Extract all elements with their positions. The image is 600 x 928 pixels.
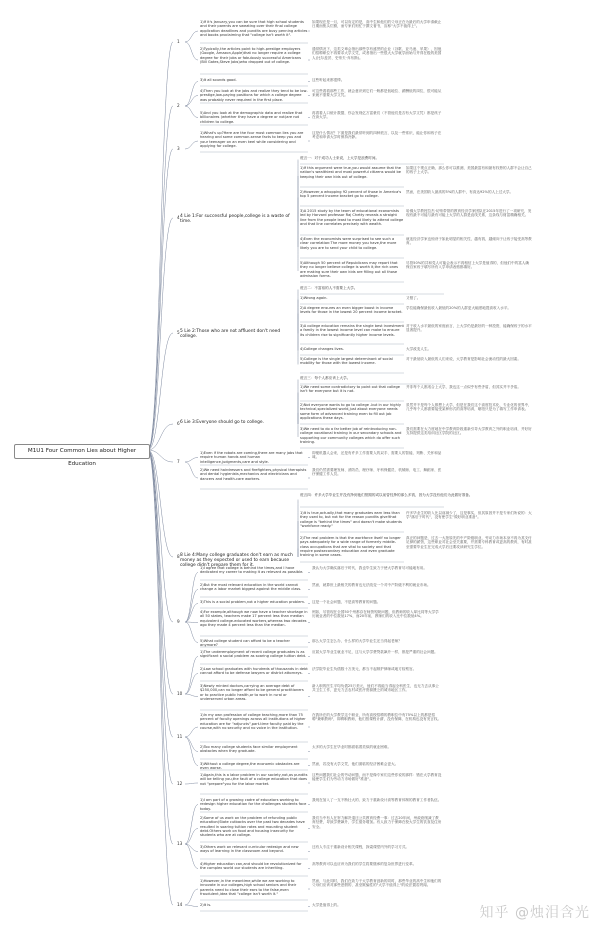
item-connector: [185, 462, 198, 478]
item-connector: [185, 622, 198, 623]
item-connector: [185, 905, 198, 907]
sentence-cn: 如果这个观点正确，那么你可以推测，美国最富有和最有权势的人群不会让自己的孩子上大学。: [406, 166, 532, 175]
item-connector: [185, 458, 198, 463]
sentence-en: 5)And you look at the demographic data and realize that billionaires (whether they have a degree or not)are not children to college.: [200, 111, 303, 124]
branch-number[interactable]: 9: [177, 619, 180, 624]
sentence-en: 3)This is a social problem,not a higher education problem.: [200, 600, 305, 604]
lie-heading[interactable]: 4 Lie 1:For successful people,college is a waste of time.: [180, 214, 290, 224]
branch-connector: [148, 450, 173, 784]
sentence-cn: 可这些看看那些工作，就会意识到它们一般都是低地位、薪酬低的岗位，很可能从来就不需要大学文凭。: [312, 89, 442, 98]
sentence-cn: 太多的大学生在毕业时都面临着类似的就业困难。: [312, 745, 392, 749]
sentence-cn: 我们需要在大力度地在中学教育阶段重新引导大学教育之外的职业培训，并好好支持提供这类培训社区学院的社区。: [406, 427, 532, 436]
sentence-en: 3)A 2015 study by the team of educational economists led by Harvard professor Raj Chetty reveals a straight line from the people least to most likely to attend college and that line correlates precisely with wealth.: [300, 209, 404, 226]
sentence-en: 1)However,in the meantime,while we are working to innovate in our colleges,high school seniors and their parents need to close their ears to the false,even fraudulent,idea that "college isn't worth it.": [200, 879, 297, 896]
branch-connector: [148, 149, 173, 450]
sentence-en: 2)Law school graduates with hundreds of thousands in debt cannot afford to be defense lawyers or district attorneys.: [200, 667, 308, 676]
sentence-cn: 大学是值得上的。: [312, 903, 341, 907]
sentence-cn: 然而，与此同时，我们在致力于大学教育创新的同时，那些毕业的高中生和他们的父母们应该对那些虚假的、甚至欺骗性的"大学不值得上"的说法置若罔闻。: [312, 879, 442, 888]
branch-number[interactable]: 14: [177, 902, 183, 907]
item-connector: [185, 783, 198, 784]
sentence-cn: 那么大学生怎么办，什么样的大学毕业生还当得起老师？: [312, 639, 402, 643]
sentence-en: 1)What's up?Here are the four most common lies you are hearing and some common-sense facts to keep you and your teenager on an even keel while considering and applying for college.: [200, 131, 304, 148]
item-connector: [185, 31, 198, 42]
sentence-en: 4)Higher education can,and should be revolutionized for the complex world our students are inheriting.: [200, 862, 302, 871]
lie-heading[interactable]: 5 Lie 2:Those who are not affluent don't need college.: [180, 329, 281, 339]
item-connector: [185, 737, 198, 752]
sentence-cn: 尽管50%的共和党人可能会表示不再相信上大学是值得的，但他们中的富人确保自家孩子填写所有入学申请表格都填好。: [406, 261, 529, 270]
item-connector: [185, 106, 198, 118]
item-connector: [185, 590, 198, 623]
sentence-cn: 并非每个人都适合上大学，我也这一点似乎有些矛盾，但其实并不矛盾。: [406, 385, 521, 389]
sentence-en: 2)We need hairdressers and firefighters,physical therapists and dental hygienists,mechanics and electricians and dancers and health-care workers.: [200, 468, 307, 481]
branch-connector: [148, 42, 173, 450]
sentence-en: 谎言一：对于成功人士来说，上大学是浪费时间。: [300, 156, 380, 160]
lie-heading[interactable]: 8 Lie 4:Many college graduates don't earn as much money as they expected or used to earn because college didn't prepare them for it.: [180, 553, 293, 568]
item-connector: [185, 573, 198, 623]
sentence-en: 1)Again,this is a labor problem in our society,not,as pundits will be telling you,the fault of a college education that does not "prepare"you for the labor market.: [200, 773, 308, 786]
branch-number[interactable]: 13: [177, 841, 183, 846]
item-connector: [185, 622, 198, 643]
sentence-cn: 应届大学毕业生就业不足，这与大学学费贷款飙升一样，都是严重的社会问题。: [312, 650, 438, 654]
sentence-cn: 再看看人口统计数据，你会发现亿万富豪们（不管他们是否有大学文凭）都是孩子在读大学。: [312, 111, 442, 120]
item-connector: [185, 889, 198, 905]
sentence-en: 1)If it's January,you can be sure that high school students and their parents are sweating over their final college application deadlines and pundits are busy penning articles and books proclaiming that "college isn't worth it".: [200, 20, 308, 37]
sentence-en: 5)College is the single largest determinant of social mobility for those with the lowest income.: [300, 357, 393, 366]
sentence-cn: 对于最低收入最低的人们来说，大学教育是影响社会流动性的最大因素。: [406, 357, 521, 361]
branch-number[interactable]: 7: [177, 459, 180, 464]
item-connector: [185, 96, 198, 107]
sentence-cn: 大学改变人生。: [406, 347, 432, 351]
branch-connector: [148, 450, 173, 844]
sentence-en: 1)Wrong again.: [300, 296, 328, 300]
sentence-cn: 还有人专注于重新设计相关课程，探索课堂内外的学习方式。: [312, 845, 410, 849]
sentence-cn: 这些问题我们社会的劳动问题，而不是像专家们这些你说的那样：错在大学教育没能使学生们为劳动力市场做好"准备"。: [312, 773, 442, 782]
branch-number[interactable]: 11: [177, 734, 183, 739]
sentence-en: 1)We need some contradictory to point out that college isn't for everyone but it is not.: [300, 385, 400, 394]
sentence-en: 2)Typically,the articles point to high-prestige employers (Google, Amazon,Apple)that no longer require a college degree for their jobs or fabulously successful Americans (Bill Gates,Steve Jobs)who dropped out of college.: [200, 47, 302, 64]
branch-number[interactable]: 3: [177, 146, 180, 151]
branch-connector: [148, 106, 173, 450]
sentence-cn: 对于收入水平最低的家庭而言，上大学仍是最好的一种投资，能确保孩子的水平显著提升。: [406, 324, 532, 333]
sentence-en: 1)The underemployment of recent college graduates is as significant a social problem as soaring college tuition debt.: [200, 650, 307, 659]
sentence-cn: 然而，若没有大学文凭，他们面临的经济困难会更大。: [312, 762, 399, 766]
sentence-en: 4)College changes lives.: [300, 347, 344, 351]
sentence-cn: 虽然并不是每个人都想上大学，但是在我们这个高度技术化、专业化的世界中，几乎每个人都需要接受某种形式的高等培训，哪怕只是为了填写工作申请表。: [406, 403, 532, 412]
sentence-en: 1)In my own profession of college teaching,more than 75 percent of faculty openings across all institutions of higher education are for "adjuncts",part-time faculty paid by the course,with no security and no voice in the institution.: [200, 713, 306, 730]
sentence-en: 3)A college education remains the single best investment a family in the lowest income level can make to ensure its children rise to significantly higher income levels.: [300, 324, 404, 337]
sentence-en: 2)Some of us work on the problem of refunding public education(State cutbacks over the past two decades have resulted in soaring tuition rates and mounting student debt.Others work on food and housing insecurity for students who are at college.: [200, 816, 305, 838]
sentence-en: 1)It is true,actually,that many graduates earn less than they used to, but not for the reason pundits give!that college is "behind the times" and doesn't make students "workforce ready.": [300, 511, 402, 528]
sentence-cn: 这是一个社会问题，不是高等教育的问题。: [312, 600, 381, 604]
sentence-en: 2)The real problem is that the workforce itself no longer pays adequately for a wide range of formerly middle-class occupations that are vital to society and that require postsecondary education and even graduate training in some cases.: [300, 536, 401, 558]
sentence-cn: 又错了。: [406, 296, 421, 300]
sentence-cn: 就连经济学家也惊讶于如此明显的相关性，越有钱，越倾向于让孩子接受高等教育。: [406, 237, 532, 246]
sentence-en: 3)We need to do a far better job of reintroducing non-college vocational training in our secondary schools and supporting our community colleges which do offer such training.: [300, 427, 402, 444]
item-connector: [185, 82, 198, 107]
branch-number[interactable]: 2: [177, 103, 180, 108]
sentence-en: 3)Others work on relevant curricular redesign and new ways of learning in the classroom and beyond.: [200, 845, 299, 854]
sentence-en: 1)I agree that college is behind the times,and I have dedicated my career to making it as relevant as possible.: [200, 566, 304, 575]
sentence-en: 1)If this argument were true,you would assume that the nation's wealthiest and most powerful citizens would be keeping their own kids out of college.: [300, 166, 401, 179]
sentence-en: 谎言三：每个人都应该上大学。: [300, 376, 351, 380]
sentence-cn: 许多毕业生的收入比以前减少了，这是事实，但其原因并不是专家们所说的：大学"落后于时代"，没有使学生"做好职业准备"。: [406, 511, 532, 520]
sentence-en: 2)However,a whopping 92 percent of those in America's top 5 percent income bracket go to college.: [300, 190, 402, 199]
sentence-en: 5)What college student can afford to be a teacher anymore?: [200, 639, 290, 647]
sentence-en: 4)For example,although we now have a teacher shortage in all 50 states, teachers make 17 percent less than median equivalent college-educated workers,whereas two decades ago they made 4 percent less than the median.: [200, 610, 308, 627]
sentence-cn: 哈佛大学教授拉杰·切蒂带领的教育经济学家团队在2015年进行了一项研究，发现有最不可能与最有可能上大学的人群是直线关系，这条线与财富精确相关。: [406, 209, 532, 218]
sentence-en: 谎言四：许多大学毕业生并没有挣到他们预期的或以前曾经挣的那么多钱，因为大学没有他们为此做好准备。: [300, 493, 473, 497]
sentence-cn: 这是什么情况？下面是我们最常听到的四种谎言，以及一些常识，能让你和孩子在考虑和申请大学时保持冷静。: [312, 131, 442, 140]
item-connector: [185, 829, 198, 845]
item-connector: [185, 737, 198, 766]
item-connector: [185, 42, 198, 60]
watermark: 知乎 @烛泪含光: [479, 905, 590, 921]
lie-heading[interactable]: 6 Lie 3:Everyone should go to college.: [180, 420, 265, 425]
branch-connector: [148, 450, 173, 905]
item-connector: [185, 694, 198, 697]
item-connector: [185, 657, 198, 695]
sentence-cn: 学位能确保最低收入最低的20%的人群更大幅度地提高收入水平。: [406, 306, 512, 310]
sentence-en: 3)Newly minted doctors,carrying an average debt of $250,000,can no longer afford to be general practitioners or to practice public health,or to work in rural or underserved urban areas.: [200, 684, 304, 701]
sentence-en: 1)I am part of a growing cadre of educators working to redesign higher education for the challenges students face today.: [200, 798, 307, 811]
sentence-cn: 法学院毕业生负债数十万美元，都当不起辩护律师或地方检察官。: [312, 667, 417, 671]
sentence-cn: 然而，在美国收入最高的5%的人群中，有高达92%的人上过大学。: [406, 190, 514, 194]
branch-connector: [148, 333, 173, 450]
sentence-en: 3)It all sounds good.: [200, 78, 237, 82]
sentence-en: 2)Not everyone wants to go to college -but in our highly technical,specialized world,just about everyone needs some form of advanced training even to fill out job applications these days.: [300, 403, 401, 420]
sentence-cn: 我们当中有人在努力解决退还公共教育经费一事：过去20年间，州政府削减了教育经费，导致学费飙升，学生债务增加。有人致力于保障在校大学生的饮食及住房安全。: [312, 816, 442, 829]
branch-number[interactable]: 1: [177, 39, 180, 44]
sentence-en: 2)A degree ensures an even bigger boost in income levels for those in the lowest 20 percent income bracket.: [300, 306, 403, 315]
sentence-cn: 通常情况下，这类文章会指出那些享有盛誉的企业（谷歌、亚马逊、苹果），因他们招聘职位不再要求大学文凭，或者指出一些很大大学就学而始与并得在极的美国人(比尔盖茨、史蒂夫·乔布斯)。: [312, 47, 442, 60]
root-node[interactable]: M1U1 Four Common Lies about Higher Education: [14, 444, 150, 459]
sentence-cn: 我现在加入了一支不断壮大的、致力于重新设计高等教育体制的教育工作者队伍。: [312, 798, 442, 802]
sentence-cn: 我们仍然需要理发师、消防员、理疗师、牙科保健员、机械师、电工、舞蹈家、医疗保健工作人员。: [312, 468, 442, 477]
sentence-en: 3)Without a college degree,the economic obstacles are even worse.: [200, 762, 300, 770]
branch-number[interactable]: 6: [177, 421, 180, 426]
sentence-en: 2)But the most relevant education in the world cannot change a labor market biggest against the middle class.: [200, 583, 302, 592]
sentence-en: 2)Too many college students face similar employment obstacles when they graduate.: [200, 745, 298, 754]
branch-connector: [148, 450, 173, 694]
sentence-cn: 高等教育可以也应该为我们的学生将要继承的复杂世界进行变革。: [312, 862, 417, 866]
item-connector: [185, 727, 198, 737]
sentence-en: 4)Even the economists were surprised to see such a clear correlation:The more money you have,the more likely you are to send your child to college.: [300, 237, 397, 250]
sentence-cn: 然而，就算世上最相关的教育也无法改变一个对中产阶级不利的就业市场。: [312, 583, 431, 587]
sentence-cn: 如果现在是一月，可以肯定的是，高中生和他们的父母正在为最后的大学申请截止日期而焦头烂额，而专家们则忙于撰文著书，宣称"大学不值得上"。: [312, 20, 442, 29]
branch-number[interactable]: 8: [177, 554, 180, 559]
sentence-en: 谎言二：不富裕的人不需要上大学。: [300, 286, 358, 290]
sentence-cn: 真正的问题是，过去一大批原先的中产阶级职业，劳动力市场本身不再为其支付足够的薪资，这些职业对社会至关重要，并需要专科教育或更高的教育，有时甚至需要毕业生在完成大学后还要攻读研究生学位。: [406, 536, 532, 549]
branch-number[interactable]: 12: [177, 781, 183, 786]
sentence-cn: 即便机器人会来，还是有许多工作需要人的双手、需要人的智能、判断、关怀和品味。: [312, 451, 442, 460]
sentence-en: 5)Although 50 percent of Republicans may report that they no longer believe college is worth it,the rich ones are making sure their own kids are filling out all those admission forms.: [300, 261, 399, 278]
sentence-cn: 例如，尽管现在全国50个州都存在师资短缺问题，但教师的收入却比同等大学学历就业者的中位数低17%，而20年前，教师们的收入比中位数低4%。: [312, 610, 439, 619]
sentence-en: 2)It is.: [200, 903, 212, 907]
item-connector: [185, 805, 198, 845]
sentence-cn: 这些听起来都很棒。: [312, 78, 345, 82]
item-connector: [185, 141, 198, 149]
branch-connector: [148, 450, 173, 737]
branch-number[interactable]: 10: [177, 691, 183, 696]
sentence-en: 4)Then you look at the jobs and realize they tend to be low-prestige,low-paying positions for which a college degree was probably never required in the first place.: [200, 89, 308, 102]
sentence-cn: 新入职的医生平均负债25万美元，他们不再能当得起全科医生，也无力去从事公共卫生工作，更无力去农村或医疗资源匮乏的城市地区工作。: [312, 684, 439, 693]
sentence-cn: 我认为大学确实落后于时代，我也毕生致力于使大学教育尽可能地有用。: [312, 566, 427, 570]
branch-number[interactable]: 4: [177, 215, 180, 220]
sentence-cn: 在我所在的大学教学这个职业，所有高校招聘的教职位中有75%以上的都是招聘"兼职教师"，即聘职教师，他们按课程计薪，没有保障，在机构也没有发言权。: [312, 713, 442, 722]
branch-number[interactable]: 5: [177, 330, 180, 335]
sentence-en: 1)Even if the robots are coming,there are many jobs that require human hands and human intelligence,judgments,care and style.: [200, 451, 303, 464]
